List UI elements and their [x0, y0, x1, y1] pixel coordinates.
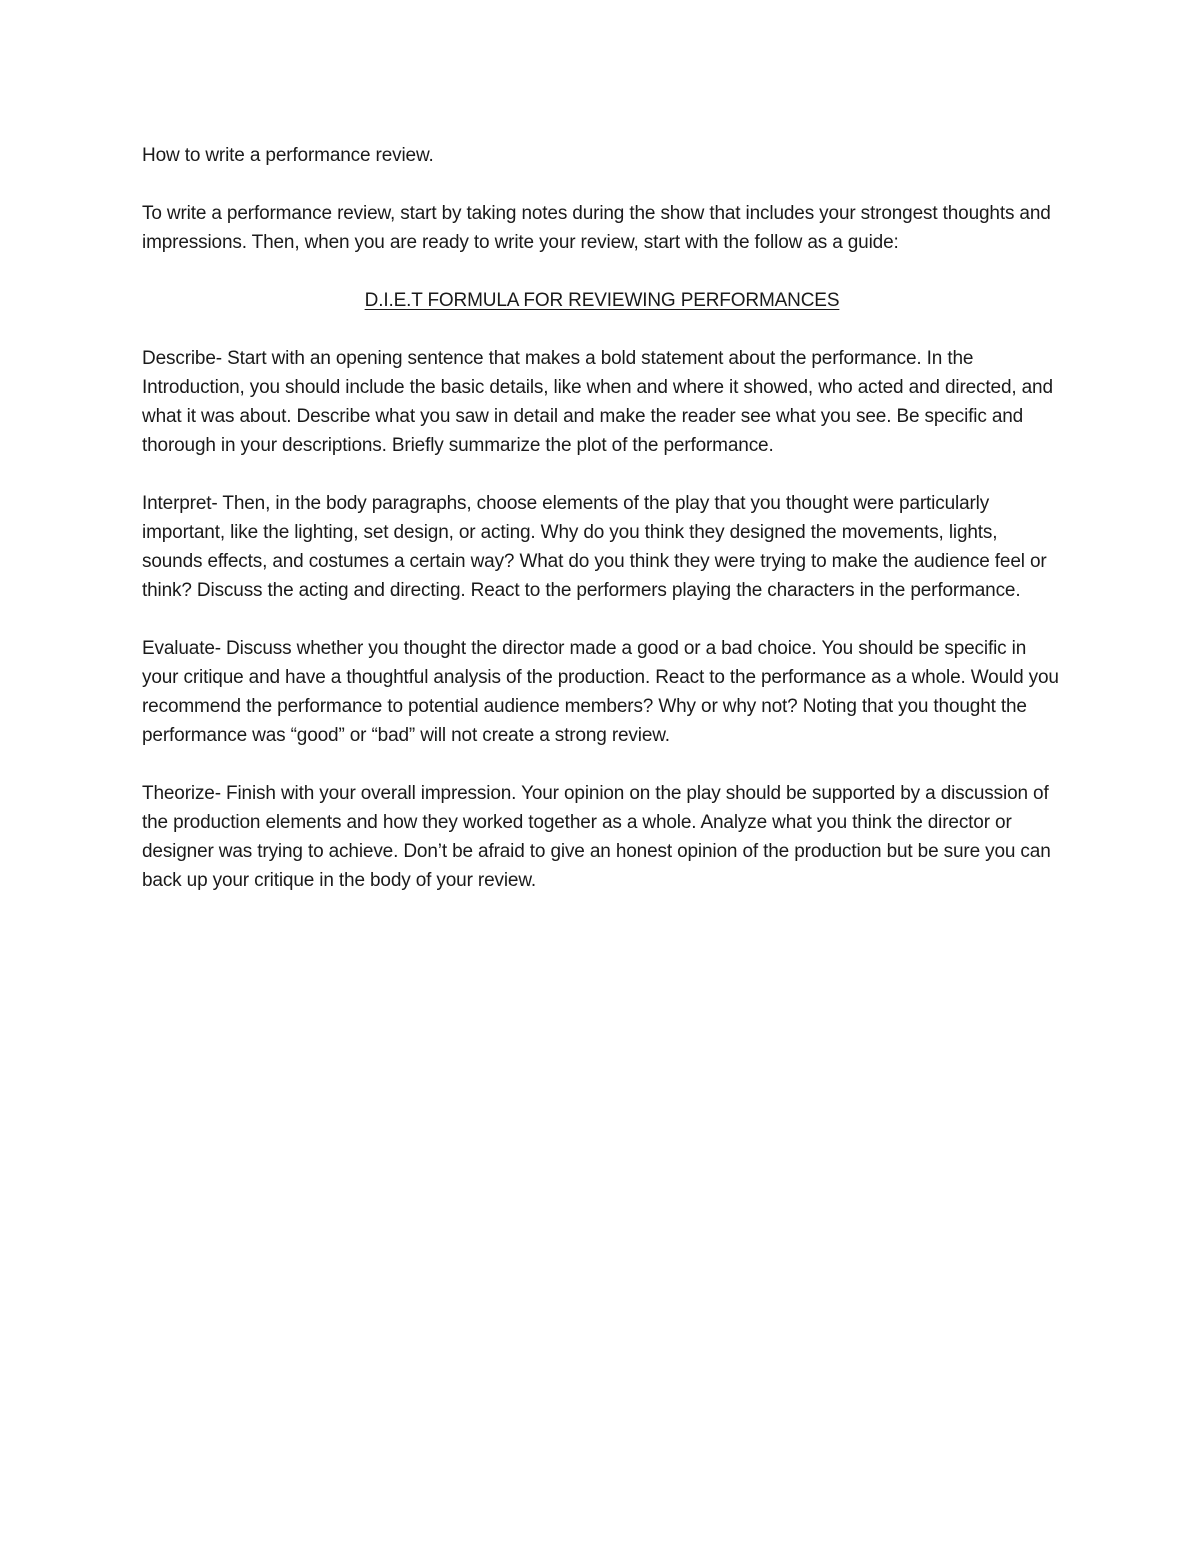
intro-paragraph: To write a performance review, start by taking notes during the show that includes your strongest thoughts and impressions. Then, when you are ready to write your review, start with the follow as a guide: [142, 203, 1051, 253]
interpret-paragraph: Interpret- Then, in the body paragraphs, choose elements of the play that you thought were particularly important, like the lighting, set design, or acting. Why do you think they designed the movements, lights, sounds effects, and costumes a certain way? What do you think they were trying to make the audience feel or think? Discuss the acting and directing. React to the performers playing the characters in the performance. [142, 493, 1047, 601]
evaluate-paragraph: Evaluate- Discuss whether you thought the director made a good or a bad choice. You should be specific in your critique and have a thoughtful analysis of the production. React to the performance as a whole. Would you recommend the performance to potential audience members? Why or why not? Noting that you thought the performance was “good” or “bad” will not create a strong review. [142, 638, 1059, 746]
section-heading: D.I.E.T FORMULA FOR REVIEWING PERFORMANCES [364, 290, 840, 311]
theorize-paragraph: Theorize- Finish with your overall impression. Your opinion on the play should be supported by a discussion of the production elements and how they worked together as a whole. Analyze what you think the director or designer was trying to achieve. Don’t be afraid to give an honest opinion of the production but be sure you can back up your critique in the body of your review. [142, 783, 1051, 891]
document-title: How to write a performance review. [142, 145, 434, 166]
describe-paragraph: Describe- Start with an opening sentence that makes a bold statement about the performance. In the Introduction, you should include the basic details, like when and where it showed, who acted and directed, and what it was about. Describe what you saw in detail and make the reader see what you see. Be specific and thorough in your descriptions. Briefly summarize the plot of the performance. [142, 348, 1053, 456]
